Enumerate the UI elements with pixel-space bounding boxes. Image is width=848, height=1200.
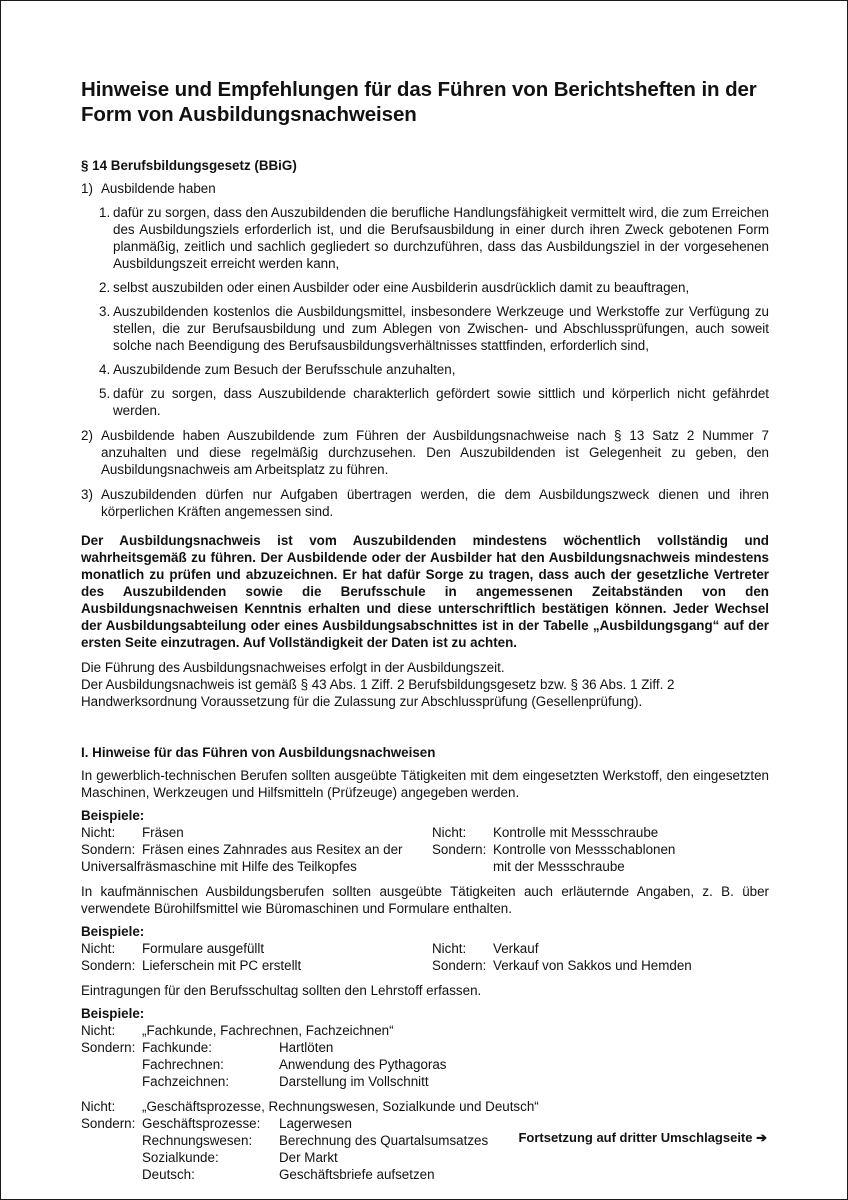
item-number: 3) <box>81 487 93 502</box>
sondern-label: Sondern: <box>81 1116 136 1131</box>
subitem-4 <box>81 361 769 378</box>
example-right-sondern: Kontrolle von Messschablonen <box>493 842 676 857</box>
section-I-intro-2: In kaufmännischen Ausbildungsberufen sollten ausgeübte Tätigkeiten auch erläuternde Angaben, z. B. über verwendete Bürohilfsmittel wie Büromaschinen und Formulare enthalten. <box>81 884 769 916</box>
example-left-sondern: Fräsen eines Zahnrades aus Resitex an der <box>142 842 403 857</box>
subitem-number: 1. <box>99 205 111 220</box>
sondern-label: Sondern: <box>432 958 487 973</box>
example-topic: Berechnung des Quartalsumsatzes <box>279 1133 489 1148</box>
examples-block-1 <box>81 824 769 875</box>
subitem-text: Auszubildenden kostenlos die Ausbildungsmittel, insbesondere Werkzeuge und Werkstoffe zur Verfügung zu stellen, die zur Berufsausbildung und zum Ablegen von Zwischen- und Abschlussprüfungen, auch soweit solche nach Beendigung des Berufsausbildungsverhältnisses stattfinden, erforderlich sind, <box>113 304 769 353</box>
examples-block-2 <box>81 940 769 974</box>
item-text: Ausbildende haben Auszubildende zum Führen der Ausbildungsnachweise nach § 13 Satz 2 Nummer 7 anzuhalten und diese regelmäßig durchzusehen. Den Auszubildenden ist Gelegenheit zu geben, den Ausbildungsnachweis am Arbeitsplatz zu führen. <box>101 428 769 477</box>
example-left-sondern-cont: Universalfräsmaschine mit Hilfe des Teilkopfes <box>81 859 357 874</box>
info-line-2: Der Ausbildungsnachweis ist gemäß § 43 Abs. 1 Ziff. 2 Berufsbildungsgesetz bzw. § 36 Abs. 1 Ziff. 2 Handwerksordnung Voraussetzung für die Zulassung zur Abschlussprüfung (Gesellenprüfung). <box>81 677 675 709</box>
continuation-note: Fortsetzung auf dritter Umschlagseite ➔ <box>518 1130 767 1145</box>
example-topic: Lagerwesen <box>279 1116 352 1131</box>
sondern-label: Sondern: <box>432 842 487 857</box>
example-right-nicht: Verkauf <box>493 941 539 956</box>
sondern-label: Sondern: <box>81 958 136 973</box>
examples-block-3 <box>81 1022 769 1090</box>
example-subject: Deutsch: <box>142 1167 195 1182</box>
section-I-title: I. Hinweise für das Führen von Ausbildungsnachweisen <box>81 745 436 760</box>
subitem-5 <box>81 385 769 419</box>
nicht-label: Nicht: <box>432 825 467 840</box>
example-topic: Darstellung im Vollschnitt <box>279 1074 429 1089</box>
examples-label-1: Beispiele: <box>81 808 145 823</box>
item-number: 1) <box>81 181 93 196</box>
section-I-intro-1: In gewerblich-technischen Berufen sollten ausgeübte Tätigkeiten mit dem eingesetzten Werkstoff, den eingesetzten Maschinen, Werkzeugen und Hilfsmitteln (Prüfzeuge) angegeben werden. <box>81 768 769 800</box>
section-14-title: § 14 Berufsbildungsgesetz (BBiG) <box>81 158 297 173</box>
example-subject: Fachzeichnen: <box>142 1074 230 1089</box>
example-topic: Hartlöten <box>279 1040 334 1055</box>
examples-label-2: Beispiele: <box>81 924 145 939</box>
nicht-label: Nicht: <box>81 1099 116 1114</box>
subitem-2 <box>81 279 769 296</box>
example-nicht: „Geschäftsprozesse, Rechnungswesen, Sozialkunde und Deutsch“ <box>142 1099 539 1114</box>
subitem-text: dafür zu sorgen, dass den Auszubildenden die berufliche Handlungsfähigkeit vermittelt wird, die zum Erreichen des Ausbildungsziels erforderlich ist, und die Berufsausbildung in einer durch ihren Zweck gebotenen Form planmäßig, zeitlich und sachlich gegliedert so durchzuführen, dass das Ausbildungsziel in der vorgesehenen Ausbildungszeit erreicht werden kann, <box>113 205 769 271</box>
example-left-nicht: Fräsen <box>142 825 184 840</box>
document-content <box>81 77 769 1183</box>
subitem-number: 2. <box>99 280 111 295</box>
page-title: Hinweise und Empfehlungen für das Führen von Berichtsheften in der Form von Ausbildungsnachweisen <box>81 78 757 126</box>
info-line-1: Die Führung des Ausbildungsnachweises erfolgt in der Ausbildungszeit. <box>81 660 505 675</box>
example-subject: Fachrechnen: <box>142 1057 224 1072</box>
subitem-number: 5. <box>99 386 111 401</box>
item-text: Auszubildenden dürfen nur Aufgaben übertragen werden, die dem Ausbildungszweck dienen und ihren körperlichen Kräften angemessen sind. <box>101 487 769 519</box>
bold-paragraph: Der Ausbildungsnachweis ist vom Auszubildenden mindestens wöchentlich vollständig und wahrheitsgemäß zu führen. Der Ausbildende oder der Ausbilder hat den Ausbildungsnachweis mindestens monatlich zu prüfen und abzuzeichnen. Er hat dafür Sorge zu tragen, dass auch der gesetzliche Vertreter des Auszubildenden sowie die Berufsschule in angemessenen Zeitabständen von den Ausbildungsnachweisen Kenntnis erhalten und diese unterschriftlich bestätigen können. Jeder Wechsel der Ausbildungsabteilung oder eines Ausbildungsabschnittes ist in der Tabelle „Ausbildungsgang“ auf der ersten Seite einzutragen. Auf Vollständigkeit der Daten ist zu achten. <box>81 533 769 650</box>
subitem-text: selbst auszubilden oder einen Ausbilder oder eine Ausbilderin ausdrücklich damit zu beauftragen, <box>113 280 690 295</box>
section-14-item-2 <box>81 427 769 478</box>
nicht-label: Nicht: <box>432 941 467 956</box>
subitem-3 <box>81 303 769 354</box>
subitem-text: dafür zu sorgen, dass Auszubildende charakterlich gefördert sowie sittlich und körperlich nicht gefährdet werden. <box>113 386 769 418</box>
example-right-sondern-cont: mit der Messschraube <box>493 859 625 874</box>
example-right-nicht: Kontrolle mit Messschraube <box>493 825 659 840</box>
section-I-intro-3: Eintragungen für den Berufsschultag sollten den Lehrstoff erfassen. <box>81 983 482 998</box>
example-left-nicht: Formulare ausgefüllt <box>142 941 265 956</box>
nicht-label: Nicht: <box>81 825 116 840</box>
example-left-sondern: Lieferschein mit PC erstellt <box>142 958 302 973</box>
subitem-text: Auszubildende zum Besuch der Berufsschule anzuhalten, <box>113 362 456 377</box>
subitem-1 <box>81 204 769 272</box>
item-text: Ausbildende haben <box>101 181 216 196</box>
sondern-label: Sondern: <box>81 842 136 857</box>
examples-label-3: Beispiele: <box>81 1006 145 1021</box>
section-14-item-3 <box>81 486 769 520</box>
example-topic: Geschäftsbriefe aufsetzen <box>279 1167 435 1182</box>
item-number: 2) <box>81 428 93 443</box>
example-subject: Sozialkunde: <box>142 1150 219 1165</box>
subitem-number: 3. <box>99 304 111 319</box>
nicht-label: Nicht: <box>81 941 116 956</box>
example-subject: Rechnungswesen: <box>142 1133 253 1148</box>
example-subject: Geschäftsprozesse: <box>142 1116 261 1131</box>
example-nicht: „Fachkunde, Fachrechnen, Fachzeichnen“ <box>142 1023 394 1038</box>
subitem-number: 4. <box>99 362 111 377</box>
example-subject: Fachkunde: <box>142 1040 212 1055</box>
nicht-label: Nicht: <box>81 1023 116 1038</box>
example-topic: Anwendung des Pythagoras <box>279 1057 447 1072</box>
example-right-sondern: Verkauf von Sakkos und Hemden <box>493 958 692 973</box>
sondern-label: Sondern: <box>81 1040 136 1055</box>
example-topic: Der Markt <box>279 1150 338 1165</box>
section-14-item-1 <box>81 180 769 197</box>
